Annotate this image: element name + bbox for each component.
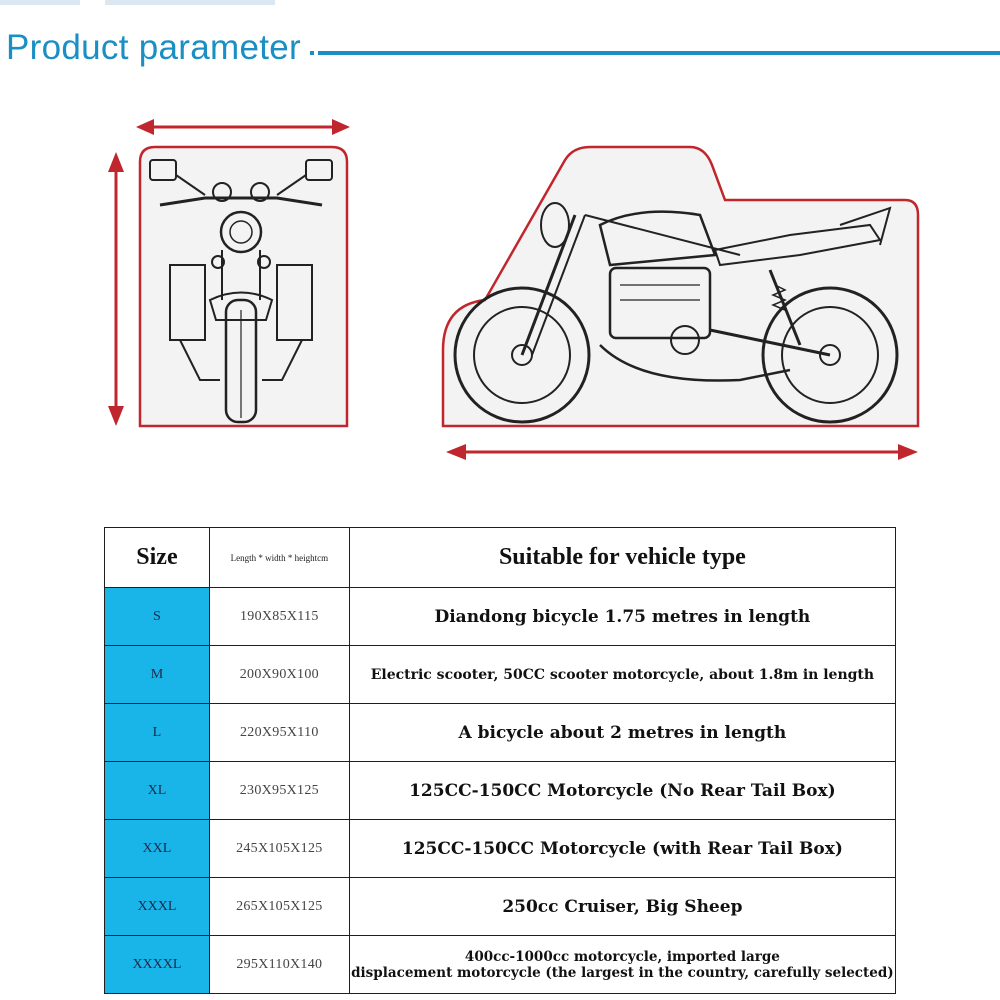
vehicle-type-header: Suitable for vehicle type [349,528,895,588]
size-cell: XXL [105,820,210,878]
size-cell: XL [105,762,210,820]
height-arrow [108,152,124,426]
dimensions-cell: 200X90X100 [209,646,349,704]
vehicle-type-line: displacement motorcycle (the largest in the country, carefully selected) [351,964,894,981]
table-row [105,936,896,994]
vehicle-type-cell: Diandong bicycle 1.75 metres in length [349,588,895,646]
dimensions-cell: 230X95X125 [209,762,349,820]
vehicle-type-cell: 125CC-150CC Motorcycle (with Rear Tail Box) [349,820,895,878]
vehicle-type-cell: 125CC-150CC Motorcycle (No Rear Tail Box) [349,762,895,820]
dimensions-cell: 245X105X125 [209,820,349,878]
size-cell: L [105,704,210,762]
dimensions-cell: 295X110X140 [209,936,349,994]
table-row [105,588,896,646]
table-row [105,646,896,704]
vehicle-type-cell: 250cc Cruiser, Big Sheep [349,878,895,936]
table-row [105,704,896,762]
size-header: Size [105,528,210,588]
dimensions-cell: 190X85X115 [209,588,349,646]
size-cell: S [105,588,210,646]
table-header-row [105,528,896,588]
motorcycle-side-icon [443,147,918,426]
vehicle-type-line: 400cc-1000cc motorcycle, imported large [464,948,780,965]
length-arrow [446,444,918,460]
size-cell: XXXL [105,878,210,936]
table-row [105,820,896,878]
vehicle-type-cell: A bicycle about 2 metres in length [349,704,895,762]
dimensions-header: Length * width * heightcm [209,528,349,588]
motorcycle-front-icon [140,147,347,426]
page-title: Product parameter [6,28,301,67]
vehicle-type-cell: Electric scooter, 50CC scooter motorcycle, about 1.8m in length [349,646,895,704]
table-row [105,878,896,936]
vehicle-type-cell [349,936,895,994]
dimensions-cell: 220X95X110 [209,704,349,762]
dimensions-cell: 265X105X125 [209,878,349,936]
size-cell: XXXXL [105,936,210,994]
table-row [105,762,896,820]
size-cell: M [105,646,210,704]
width-arrow [136,119,350,135]
size-table [104,527,896,994]
